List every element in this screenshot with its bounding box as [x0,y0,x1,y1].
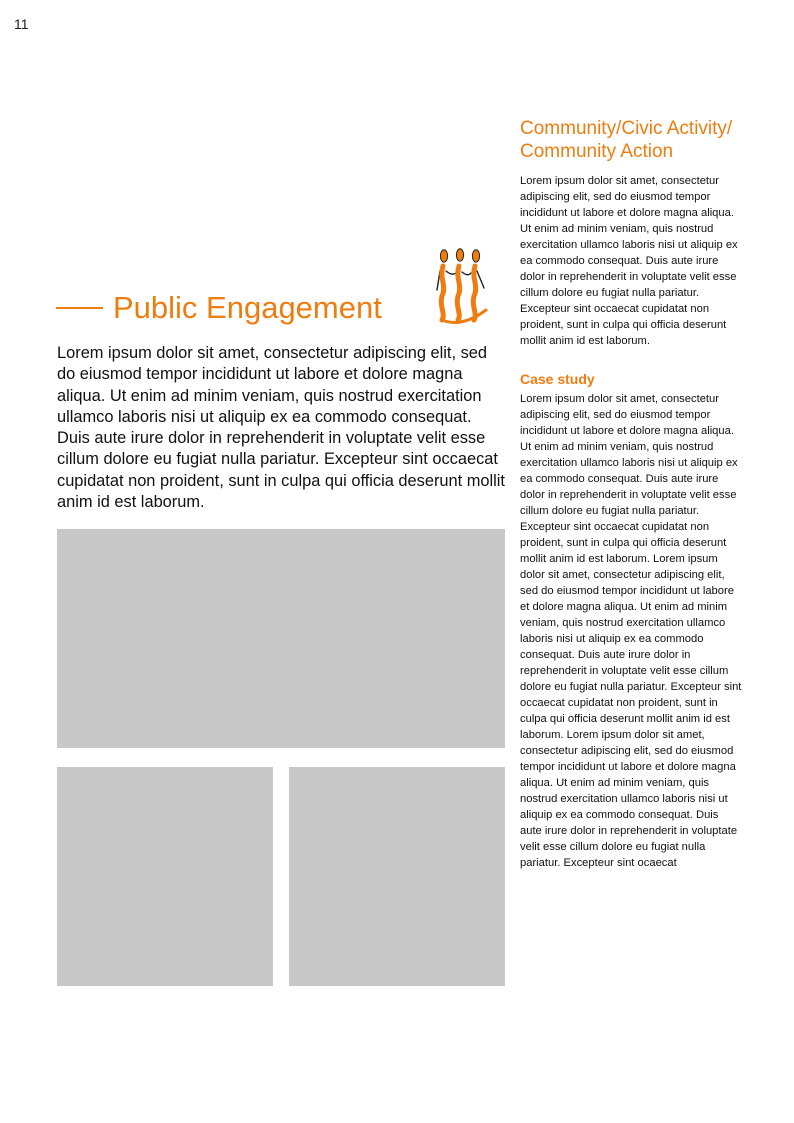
image-placeholder-small-left [57,767,273,986]
intro-paragraph: Lorem ipsum dolor sit amet, consectetur adipiscing elit, sed do eiusmod tempor incididunt ut labore et dolore magna aliqua. Ut enim ad minim veniam, quis nostrud exercitation ullamco laboris nisi ut aliquip ex ea commodo consequat. Duis aute irure dolor in reprehenderit in voluptate velit esse cillum dolore eu fugiat nulla pariatur. Excepteur sint occaecat cupidatat non proident, sunt in culpa qui officia deserunt mollit anim id est laborum. [57,344,505,512]
page-title [56,288,382,328]
image-placeholder-small-right [289,767,505,986]
page-title-text: Public Engagement [113,290,382,325]
sidebar-heading: Community/Civic Activity/ Community Action [520,118,733,162]
heading-rule [56,307,103,309]
sidebar-column [520,117,742,871]
case-study-heading: Case study [520,371,595,387]
sidebar-paragraph: Lorem ipsum dolor sit amet, consectetur adipiscing elit, sed do eiusmod tempor incididunt ut labore et dolore magna aliqua. Ut enim ad minim veniam, quis nostrud exercitation ullamco laboris nisi ut aliquip ex ea commodo consequat. Duis aute irure dolor in reprehenderit in voluptate velit esse cillum dolore eu fugiat nulla pariatur. Excepteur sint occaecat cupidatat non proident, sunt in culpa qui officia deserunt mollit anim id est laborum. [520,175,738,347]
case-study-paragraph: Lorem ipsum dolor sit amet, consectetur adipiscing elit, sed do eiusmod tempor incididunt ut labore et dolore magna aliqua. Ut enim ad minim veniam, quis nostrud exercitation ullamco laboris nisi ut aliquip ex ea commodo consequat. Duis aute irure dolor in reprehenderit in voluptate velit esse cillum dolore eu fugiat nulla pariatur. Excepteur sint occaecat cupidatat non proident, sunt in culpa qui officia deserunt mollit anim id est laborum. Lorem ipsum dolor sit amet, consectetur adipiscing elit, sed do eiusmod tempor incididunt ut labore et dolore magna aliqua. Ut enim ad minim veniam, quis nostrud exercitation ullamco laboris nisi ut aliquip ex ea commodo consequat. Duis aute irure dolor in reprehenderit in voluptate velit esse cillum dolore eu fugiat nulla pariatur. Excepteur sint occaecat cupidatat non proident, sunt in culpa qui officia deserunt mollit anim id est laborum. Lorem ipsum dolor sit amet, consectetur adipiscing elit, sed do eiusmod tempor incididunt ut labore et dolore magna aliqua. Ut enim ad minim veniam, quis nostrud exercitation ullamco laboris nisi ut aliquip ex ea commodo consequat. Duis aute irure dolor in reprehenderit in voluptate velit esse cillum dolore eu fugiat nulla pariatur. Excepteur sint ocaecat [520,393,742,869]
three-people-figures-icon [434,244,492,326]
page-number: 11 [14,16,29,32]
image-placeholder-large [57,529,505,748]
